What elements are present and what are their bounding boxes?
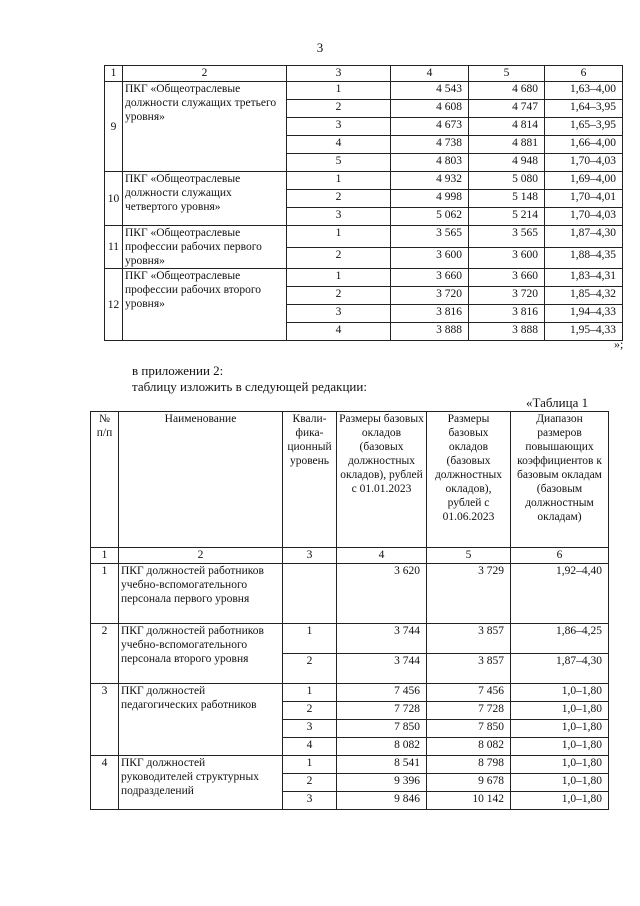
base-salary-2023-01: 4 738: [391, 136, 469, 154]
group-name: ПКГ должностей педагогических работников: [119, 684, 283, 756]
qualification-level: 5: [287, 154, 391, 172]
group-name: ПКГ «Общеотраслевые должности служащих третьего уровня»: [123, 82, 287, 172]
qualification-level: 3: [287, 118, 391, 136]
base-salary-2023-06: 3 600: [469, 247, 545, 269]
coefficient-range: 1,66–4,00: [545, 136, 623, 154]
column-number: 6: [511, 548, 609, 564]
header-level: Квали-фика-ционный уровень: [283, 412, 337, 548]
table-row: [105, 172, 623, 190]
salary-table-appendix-2: [90, 411, 609, 810]
table-row: [105, 269, 623, 287]
qualification-level: 2: [287, 287, 391, 305]
base-salary-2023-01: 4 673: [391, 118, 469, 136]
header-row: [91, 412, 609, 548]
base-salary-2023-01: 5 062: [391, 208, 469, 226]
coefficient-range: 1,0–1,80: [511, 684, 609, 702]
base-salary-2023-06: 8 798: [427, 756, 511, 774]
group-name: ПКГ должностей работников учебно-вспомогательного персонала первого уровня: [119, 564, 283, 624]
coefficient-range: 1,83–4,31: [545, 269, 623, 287]
base-salary-2023-01: 4 803: [391, 154, 469, 172]
coefficient-range: 1,0–1,80: [511, 702, 609, 720]
base-salary-2023-01: 4 543: [391, 82, 469, 100]
qualification-level: 1: [287, 226, 391, 248]
group-number: 9: [105, 82, 123, 172]
qualification-level: 4: [283, 738, 337, 756]
qualification-level: 3: [283, 792, 337, 810]
base-salary-2023-01: 9 396: [337, 774, 427, 792]
base-salary-2023-06: 3 565: [469, 226, 545, 248]
column-number: 3: [283, 548, 337, 564]
base-salary-2023-01: 4 932: [391, 172, 469, 190]
qualification-level: 2: [287, 190, 391, 208]
qualification-level: 4: [287, 323, 391, 341]
qualification-level: 4: [287, 136, 391, 154]
salary-table-continued: [104, 65, 623, 341]
qualification-level: 2: [287, 247, 391, 269]
coefficient-range: 1,88–4,35: [545, 247, 623, 269]
table-row: [91, 564, 609, 624]
base-salary-2023-01: 3 720: [391, 287, 469, 305]
qualification-level: 2: [283, 654, 337, 684]
base-salary-2023-06: 3 720: [469, 287, 545, 305]
base-salary-2023-06: 4 814: [469, 118, 545, 136]
table-row: [91, 624, 609, 654]
table-caption: «Таблица 1: [526, 395, 589, 410]
base-salary-2023-01: 3 600: [391, 247, 469, 269]
table-row: [91, 756, 609, 774]
base-salary-2023-06: 3 729: [427, 564, 511, 624]
qualification-level: 1: [287, 82, 391, 100]
qualification-level: 2: [283, 702, 337, 720]
base-salary-2023-06: 7 850: [427, 720, 511, 738]
coefficient-range: 1,70–4,03: [545, 208, 623, 226]
base-salary-2023-06: 7 728: [427, 702, 511, 720]
column-number: 2: [119, 548, 283, 564]
qualification-level: 2: [287, 100, 391, 118]
coefficient-range: 1,70–4,01: [545, 190, 623, 208]
base-salary-2023-06: 9 678: [427, 774, 511, 792]
base-salary-2023-06: 10 142: [427, 792, 511, 810]
coefficient-range: 1,87–4,30: [511, 654, 609, 684]
column-number: 6: [545, 66, 623, 82]
coefficient-range: 1,70–4,03: [545, 154, 623, 172]
base-salary-2023-06: 3 857: [427, 654, 511, 684]
qualification-level: [283, 564, 337, 624]
coefficient-range: 1,86–4,25: [511, 624, 609, 654]
qualification-level: 3: [287, 305, 391, 323]
coefficient-range: 1,92–4,40: [511, 564, 609, 624]
base-salary-2023-01: 3 565: [391, 226, 469, 248]
base-salary-2023-01: 3 620: [337, 564, 427, 624]
header-base-2023-01: Размеры базовых окладов (базовых должностных окладов), рублей с 01.01.2023: [337, 412, 427, 548]
group-name: ПКГ «Общеотраслевые профессии рабочих второго уровня»: [123, 269, 287, 341]
qualification-level: 1: [283, 756, 337, 774]
coefficient-range: 1,65–3,95: [545, 118, 623, 136]
column-number: 4: [391, 66, 469, 82]
base-salary-2023-01: 3 816: [391, 305, 469, 323]
base-salary-2023-01: 3 888: [391, 323, 469, 341]
page-number: 3: [316, 40, 324, 55]
base-salary-2023-01: 8 541: [337, 756, 427, 774]
group-name: ПКГ «Общеотраслевые профессии рабочих первого уровня»: [123, 226, 287, 269]
header-coefficient: Диапазон размеров повышающих коэффициентов к базовым окладам (базовым должностным окладам): [511, 412, 609, 548]
base-salary-2023-06: 5 080: [469, 172, 545, 190]
column-number: 3: [287, 66, 391, 82]
coefficient-range: 1,0–1,80: [511, 774, 609, 792]
base-salary-2023-06: 8 082: [427, 738, 511, 756]
group-name: ПКГ должностей руководителей структурных подразделений: [119, 756, 283, 810]
base-salary-2023-06: 3 857: [427, 624, 511, 654]
coefficient-range: 1,95–4,33: [545, 323, 623, 341]
group-number: 12: [105, 269, 123, 341]
coefficient-range: 1,0–1,80: [511, 738, 609, 756]
column-number-row: [105, 66, 623, 82]
qualification-level: 3: [287, 208, 391, 226]
base-salary-2023-06: 4 948: [469, 154, 545, 172]
group-number: 3: [91, 684, 119, 756]
coefficient-range: 1,0–1,80: [511, 792, 609, 810]
coefficient-range: 1,0–1,80: [511, 756, 609, 774]
base-salary-2023-06: 4 680: [469, 82, 545, 100]
base-salary-2023-01: 3 744: [337, 624, 427, 654]
group-name: ПКГ «Общеотраслевые должности служащих четвертого уровня»: [123, 172, 287, 226]
column-number: 5: [427, 548, 511, 564]
base-salary-2023-06: 3 816: [469, 305, 545, 323]
qualification-level: 3: [283, 720, 337, 738]
group-number: 11: [105, 226, 123, 269]
column-number-row: [91, 548, 609, 564]
table-row: [105, 82, 623, 100]
coefficient-range: 1,63–4,00: [545, 82, 623, 100]
coefficient-range: 1,94–4,33: [545, 305, 623, 323]
base-salary-2023-06: 4 881: [469, 136, 545, 154]
base-salary-2023-06: 3 888: [469, 323, 545, 341]
base-salary-2023-01: 9 846: [337, 792, 427, 810]
coefficient-range: 1,69–4,00: [545, 172, 623, 190]
group-number: 1: [91, 564, 119, 624]
base-salary-2023-01: 4 608: [391, 100, 469, 118]
qualification-level: 1: [287, 269, 391, 287]
base-salary-2023-01: 7 728: [337, 702, 427, 720]
coefficient-range: 1,0–1,80: [511, 720, 609, 738]
base-salary-2023-01: 8 082: [337, 738, 427, 756]
qualification-level: 1: [283, 624, 337, 654]
base-salary-2023-06: 3 660: [469, 269, 545, 287]
header-name: Наименование: [119, 412, 283, 548]
base-salary-2023-06: 4 747: [469, 100, 545, 118]
column-number: 2: [123, 66, 287, 82]
column-number: 5: [469, 66, 545, 82]
column-number: 1: [91, 548, 119, 564]
group-number: 2: [91, 624, 119, 684]
header-number: № п/п: [91, 412, 119, 548]
base-salary-2023-01: 3 660: [391, 269, 469, 287]
base-salary-2023-01: 7 850: [337, 720, 427, 738]
coefficient-range: 1,85–4,32: [545, 287, 623, 305]
header-base-2023-06: Размеры базовых окладов (базовых должностных окладов), рублей с 01.06.2023: [427, 412, 511, 548]
table-row: [91, 684, 609, 702]
table-row: [105, 226, 623, 248]
qualification-level: 1: [283, 684, 337, 702]
appendix-line: в приложении 2:: [132, 363, 224, 378]
group-number: 10: [105, 172, 123, 226]
edit-instruction-line: таблицу изложить в следующей редакции:: [132, 379, 367, 394]
qualification-level: 1: [287, 172, 391, 190]
base-salary-2023-06: 5 214: [469, 208, 545, 226]
coefficient-range: 1,87–4,30: [545, 226, 623, 248]
qualification-level: 2: [283, 774, 337, 792]
group-number: 4: [91, 756, 119, 810]
base-salary-2023-01: 3 744: [337, 654, 427, 684]
closing-quote-mark: »;: [614, 337, 624, 351]
base-salary-2023-01: 7 456: [337, 684, 427, 702]
base-salary-2023-06: 7 456: [427, 684, 511, 702]
group-name: ПКГ должностей работников учебно-вспомогательного персонала второго уровня: [119, 624, 283, 684]
base-salary-2023-06: 5 148: [469, 190, 545, 208]
base-salary-2023-01: 4 998: [391, 190, 469, 208]
column-number: 4: [337, 548, 427, 564]
coefficient-range: 1,64–3,95: [545, 100, 623, 118]
column-number: 1: [105, 66, 123, 82]
